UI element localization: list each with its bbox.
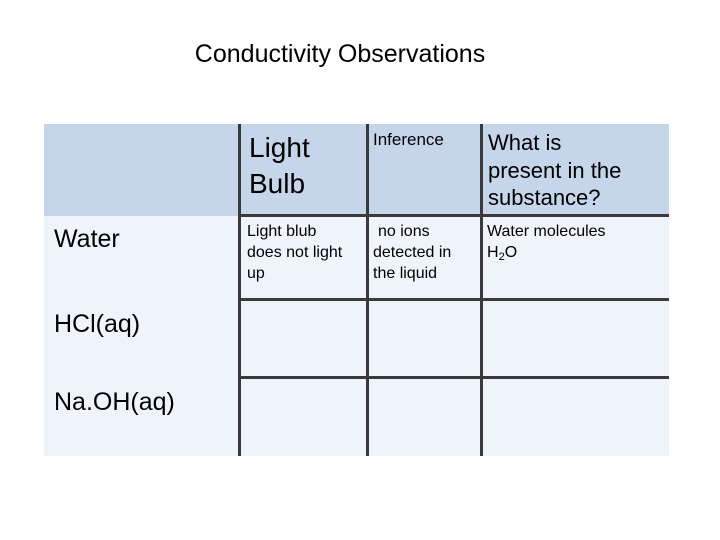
header-light-bulb (249, 130, 310, 203)
formula-subscript: 2 (498, 250, 505, 263)
header-present-line: present in the (488, 157, 622, 183)
row-label-naoh: Na.OH(aq) (54, 388, 175, 416)
cell-line: detected in (373, 243, 452, 261)
header-what-is-present (488, 129, 621, 212)
water-light-bulb-cell (247, 222, 342, 284)
conductivity-table (44, 124, 669, 456)
formula-part: O (504, 243, 518, 261)
row-divider (238, 298, 669, 301)
header-light-bulb-line: Bulb (249, 168, 306, 200)
cell-line: no ions (378, 223, 430, 240)
water-formula (487, 243, 606, 264)
cell-line: up (247, 264, 265, 282)
column-divider (366, 124, 369, 456)
row-divider (238, 376, 669, 379)
water-present-cell (487, 222, 606, 264)
water-inference-cell (373, 222, 451, 284)
header-inference: Inference (373, 130, 444, 149)
cell-line: Water molecules (487, 223, 606, 240)
cell-line: the liquid (373, 264, 438, 282)
column-divider (238, 124, 241, 456)
header-present-line: substance? (488, 185, 601, 211)
cell-line: Light blub (247, 223, 317, 240)
row-label-water: Water (54, 225, 120, 253)
column-divider (480, 124, 483, 456)
formula-part: H (487, 243, 499, 261)
header-divider (238, 214, 669, 217)
cell-line: does not light (247, 243, 343, 261)
header-light-bulb-line: Light (249, 132, 310, 163)
row-label-hcl: HCl(aq) (54, 310, 141, 338)
header-present-line: What is (488, 130, 562, 155)
page-title: Conductivity Observations (194, 40, 486, 68)
